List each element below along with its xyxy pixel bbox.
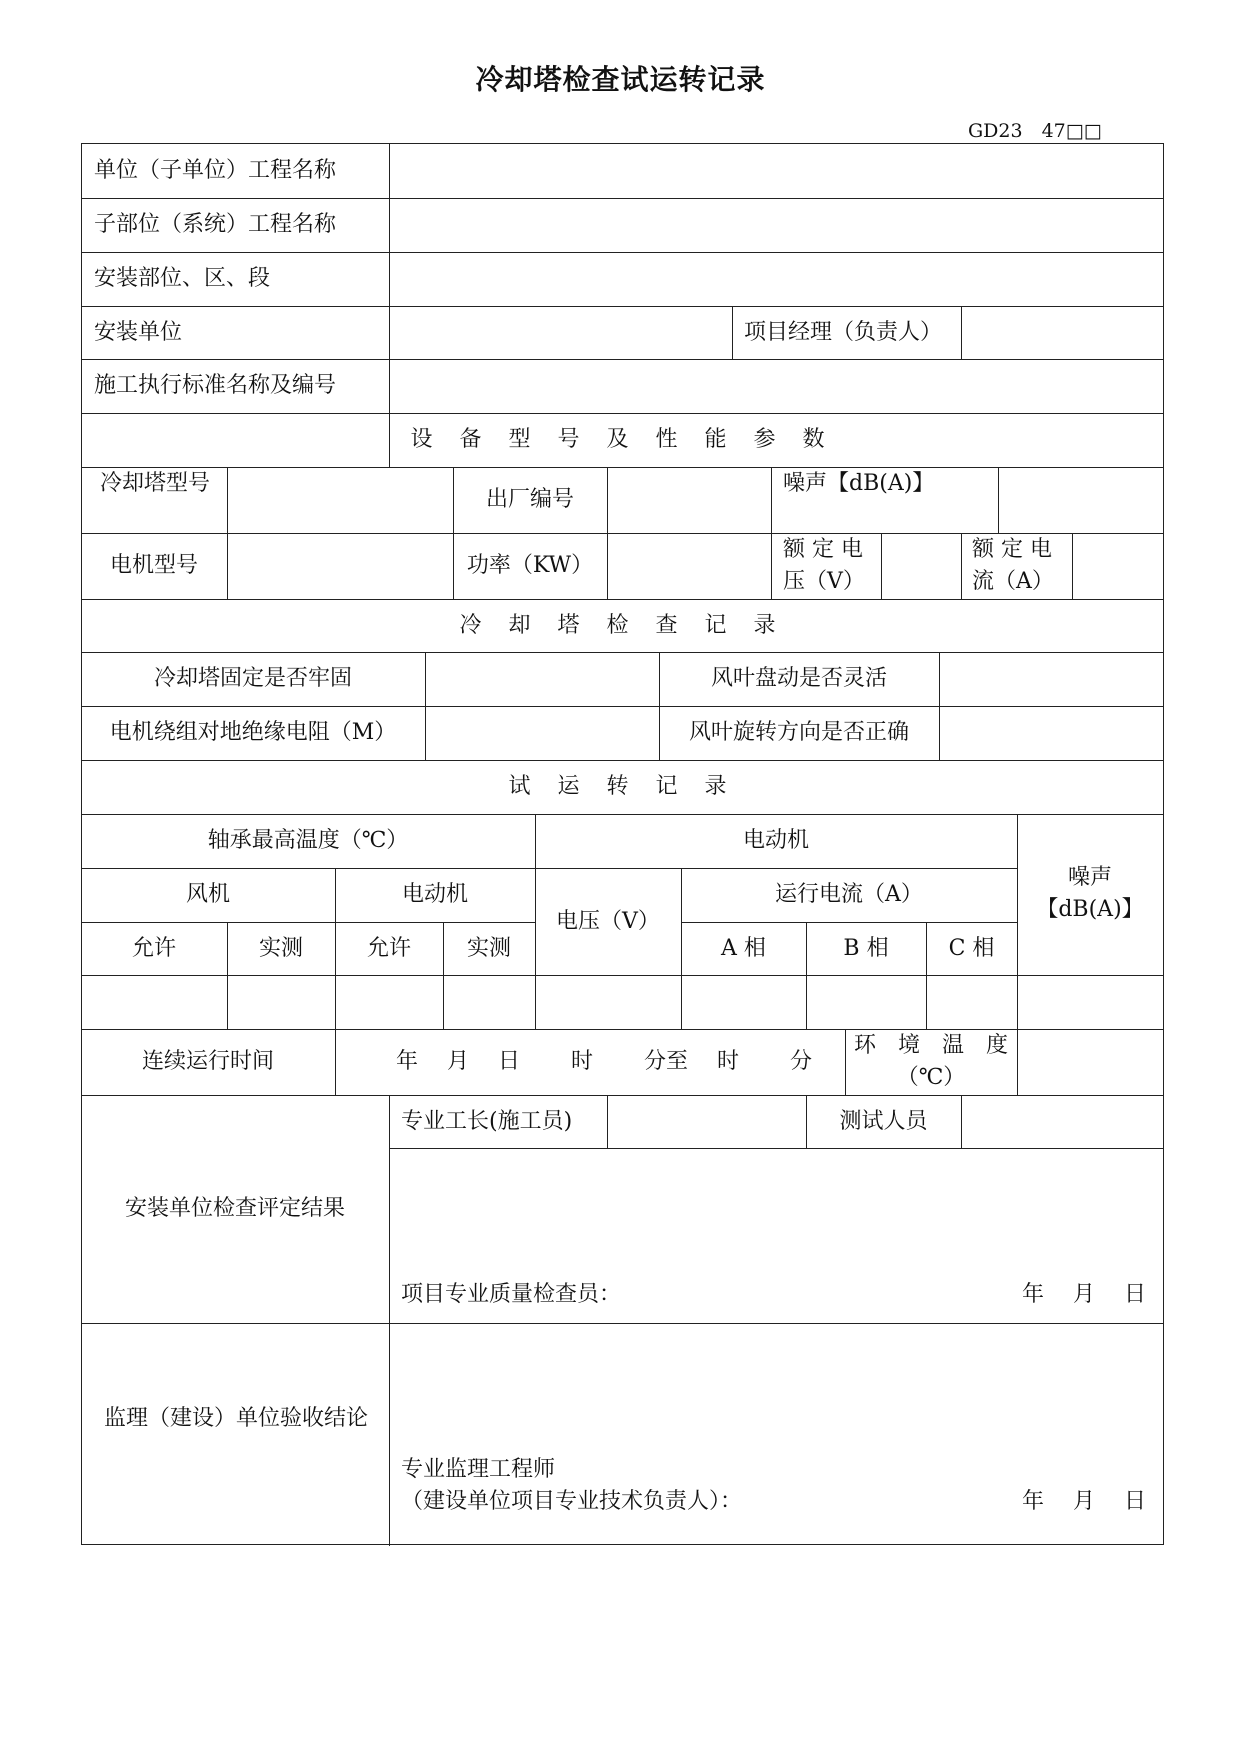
factory-no-label: 出厂编号 (485, 487, 574, 512)
install-check-label: 安装单位检查评定结果 (124, 1196, 345, 1221)
motor-allow-label: 允许 (366, 936, 411, 961)
unit-name-label: 单位（子单位）工程名称 (94, 158, 337, 183)
bearing-temp-label: 轴承最高温度（℃） (207, 828, 409, 853)
foreman-label: 专业工长(施工员) (401, 1109, 573, 1134)
inspection-header: 冷 却 塔 检 查 记 录 (459, 613, 786, 638)
tower-fixed-label: 冷却塔固定是否牢固 (153, 666, 352, 691)
fan-label: 风机 (185, 882, 230, 907)
phase-b-label: B 相 (843, 936, 889, 961)
engineer-line1: 专业监理工程师 (401, 1457, 556, 1482)
fan-turn-label: 风叶盘动是否灵活 (710, 666, 887, 691)
trial-noise-label: 噪声【dB(A)】 (1036, 865, 1144, 922)
rated-current-label: 额 定 电 流（A） (972, 537, 1054, 594)
equipment-header: 设 备 型 号 及 性 能 参 数 (410, 427, 835, 452)
install-part-label: 安装部位、区、段 (94, 266, 271, 291)
supervision-label: 监理（建设）单位验收结论 (103, 1406, 368, 1431)
run-time-format: 年 月 日 时 分至 时 分 (396, 1049, 812, 1074)
run-time-label: 连续运行时间 (141, 1049, 274, 1074)
tower-model-label: 冷却塔型号 (99, 471, 210, 496)
fan-direction-label: 风叶旋转方向是否正确 (688, 720, 909, 745)
current-label: 运行电流（A） (775, 882, 923, 907)
quality-inspector-label: 项目专业质量检查员： (401, 1282, 622, 1307)
install-unit-label: 安装单位 (94, 320, 183, 345)
voltage-label: 电压（V） (556, 909, 660, 934)
project-manager-label: 项目经理（负责人） (744, 320, 943, 345)
trial-header: 试 运 转 记 录 (508, 774, 737, 799)
fan-measured-label: 实测 (258, 936, 303, 961)
noise-rated-label: 噪声【dB(A)】 (783, 471, 935, 496)
date-1: 年 月 日 (1022, 1282, 1146, 1307)
ambient-temp-label: 环 境 温 度（℃） (853, 1033, 1008, 1090)
phase-a-label: A 相 (721, 936, 766, 961)
page-title: 冷却塔检查试运转记录 (475, 63, 766, 96)
form-code: GD23 47□□ (968, 120, 1102, 142)
power-label: 功率（KW） (466, 553, 594, 578)
phase-c-label: C 相 (948, 936, 995, 961)
engineer-line2: （建设单位项目专业技术负责人）： (401, 1489, 743, 1514)
motor-sub-label: 电动机 (401, 882, 468, 907)
tester-label: 测试人员 (839, 1109, 928, 1134)
rated-voltage-label: 额 定 电 压（V） (783, 537, 865, 594)
sub-name-label: 子部位（系统）工程名称 (94, 212, 337, 237)
standard-label: 施工执行标准名称及编号 (94, 373, 337, 398)
motor-header-label: 电动机 (742, 828, 809, 853)
fan-allow-label: 允许 (131, 936, 176, 961)
motor-measured-label: 实测 (466, 936, 511, 961)
motor-model-label: 电机型号 (109, 553, 198, 578)
date-2: 年 月 日 (1022, 1489, 1146, 1514)
insulation-label: 电机绕组对地绝缘电阻（M） (109, 720, 397, 745)
